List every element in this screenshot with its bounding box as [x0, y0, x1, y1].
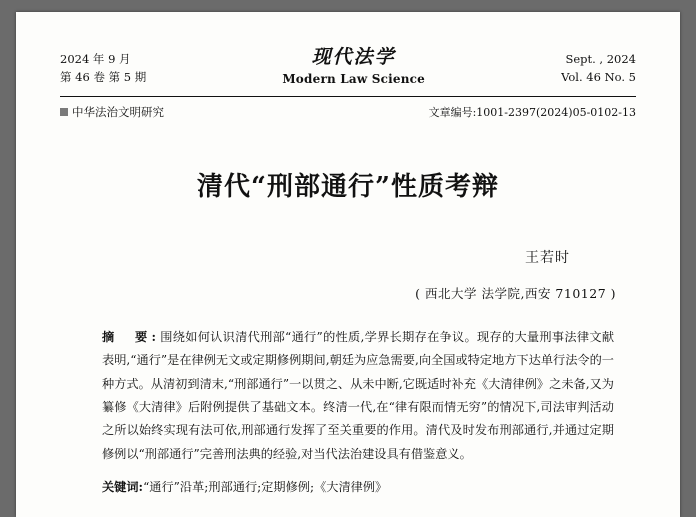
- journal-title-en: Modern Law Science: [282, 72, 426, 86]
- issue-volume-en: Vol. 46 No. 5: [561, 70, 636, 85]
- keywords-block: [60, 476, 636, 499]
- issue-date: 2024 年 9 月: [60, 52, 131, 66]
- page-inner: [16, 12, 680, 517]
- journal-masthead: [146, 42, 561, 86]
- header-divider: [60, 96, 636, 97]
- author-affiliation: ( 西北大学 法学院,西安 710127 ): [415, 285, 616, 301]
- column-label: [60, 104, 164, 120]
- document-page: [16, 12, 680, 517]
- issue-info-right: [561, 50, 636, 87]
- issue-info-left: [60, 50, 146, 87]
- journal-header: [60, 46, 636, 87]
- article-number: 文章编号:1001-2397(2024)05-0102-13: [428, 105, 636, 119]
- issue-date-en: Sept. , 2024: [565, 52, 636, 66]
- keywords-text: “通行”沿革;刑部通行;定期修例;《大清律例》: [143, 480, 388, 495]
- abstract-text: 围绕如何认识清代刑部“通行”的性质,学界长期存在争议。现存的大量刑事法律文献表明,“通行”是在律例无文或定期修例期间,朝廷为应急需要,向全国或特定地方下达单行法令的一种方式。从清初到清末,“刑部通行”一以贯之、从未中断,它既适时补充《大清律例》之未备,又为纂修《大清律》后附例提供了基础文本。终清一代,在“律有限而情无穷”的情况下,司法审判活动之所以始终实现有法可依,刑部通行发挥了至关重要的作用。清代及时发布刑部通行,并通过定期修例以“刑部通行”完善刑法典的经验,对当代法治建设具有借鉴意义。: [102, 329, 615, 461]
- keywords-label: 关键词:: [102, 480, 144, 495]
- abstract-block: [60, 326, 636, 467]
- abstract-label: 摘 要:: [102, 329, 160, 344]
- article-meta-row: [60, 104, 636, 120]
- author-name: 王若时: [525, 249, 570, 266]
- journal-title-cn: 现代法学: [311, 46, 396, 68]
- square-bullet-icon: [60, 108, 68, 116]
- issue-volume-cn: 第 46 卷 第 5 期: [60, 70, 147, 85]
- page-title: 清代“刑部通行”性质考辩: [197, 171, 499, 202]
- column-name-text: 中华法治文明研究: [72, 104, 164, 119]
